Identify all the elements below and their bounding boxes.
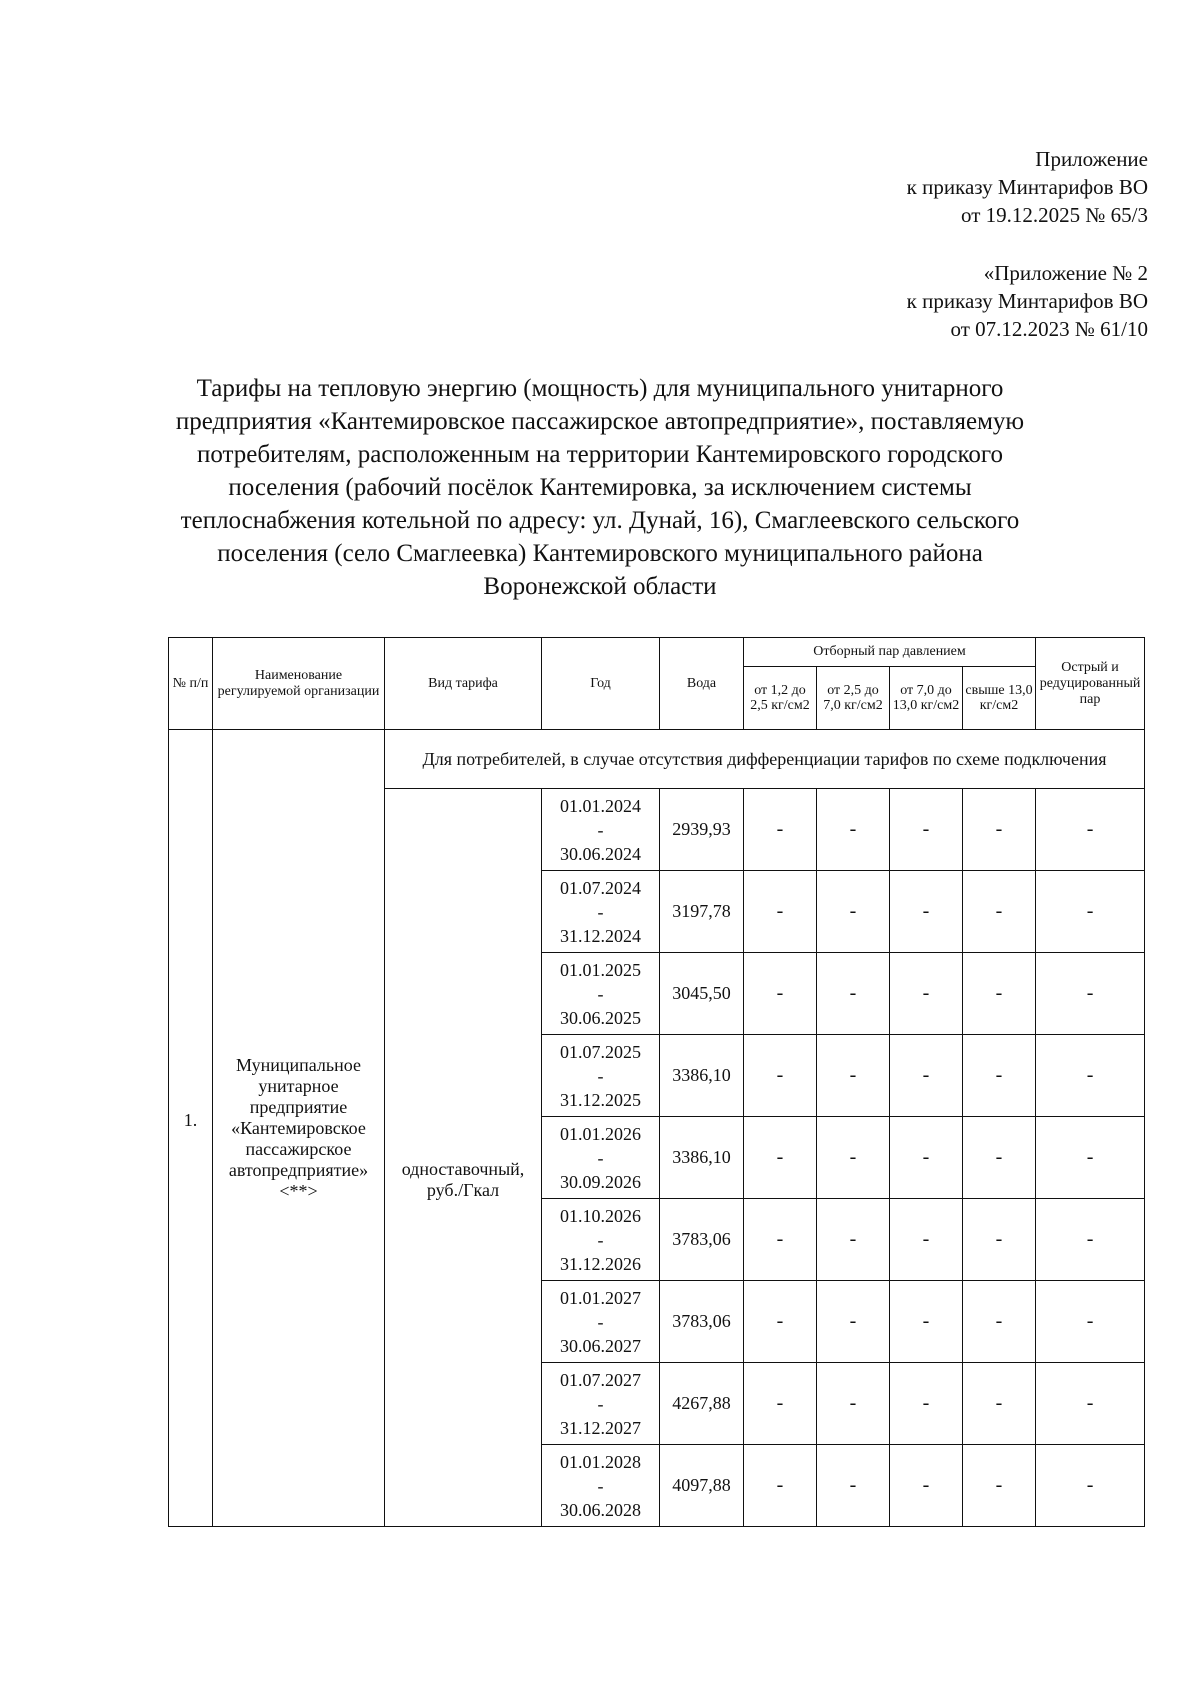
steam-tariff-s2: - [817, 1035, 890, 1117]
original-appendix-order-ref: к приказу Минтарифов ВО [906, 289, 1148, 313]
steam-tariff-s2: - [817, 1445, 890, 1527]
steam-tariff-s3: - [890, 953, 963, 1035]
sharp-steam-tariff: - [1036, 789, 1145, 871]
title-line: поселения (село Смаглеевка) Кантемировского муниципального района [217, 540, 983, 567]
period-cell [542, 953, 660, 1035]
document-title [130, 372, 1070, 603]
period-cell [542, 1445, 660, 1527]
period-sep: - [597, 1065, 604, 1086]
period-cell [542, 1199, 660, 1281]
water-tariff: 3783,06 [660, 1199, 744, 1281]
title-line: предприятия «Кантемировское пассажирское автопредприятие», поставляемую [175, 408, 1025, 435]
steam-tariff-s2: - [817, 789, 890, 871]
steam-tariff-s1: - [744, 1363, 817, 1445]
period-end: 30.06.2024 [560, 843, 641, 864]
steam-tariff-s2: - [817, 871, 890, 953]
period-cell [542, 1035, 660, 1117]
header-steam-over-13-0: свыше 13,0 кг/см2 [963, 667, 1036, 730]
steam-tariff-s2: - [817, 953, 890, 1035]
steam-tariff-s4: - [963, 1199, 1036, 1281]
water-tariff: 3783,06 [660, 1281, 744, 1363]
period-sep: - [597, 1311, 604, 1332]
sharp-steam-tariff: - [1036, 871, 1145, 953]
water-tariff: 3045,50 [660, 953, 744, 1035]
header-water: Вода [660, 638, 744, 730]
period-sep: - [597, 1147, 604, 1168]
period-end: 30.06.2028 [560, 1499, 641, 1520]
tariff-kind: одноставочный, руб./Гкал [385, 789, 542, 1527]
appendix-order-ref: к приказу Минтарифов ВО [906, 175, 1148, 199]
sharp-steam-tariff: - [1036, 1281, 1145, 1363]
steam-tariff-s4: - [963, 1117, 1036, 1199]
appendix-order-date: от 19.12.2025 № 65/3 [960, 203, 1148, 227]
steam-tariff-s1: - [744, 871, 817, 953]
sharp-steam-tariff: - [1036, 953, 1145, 1035]
steam-tariff-s1: - [744, 953, 817, 1035]
sharp-steam-tariff: - [1036, 1035, 1145, 1117]
steam-tariff-s4: - [963, 1363, 1036, 1445]
period-end: 30.06.2025 [560, 1007, 641, 1028]
organization-name: Муниципальное унитарное предприятие «Кантемировское пассажирское автопредприятие» <**> [213, 730, 385, 1527]
header-tariff-kind: Вид тарифа [385, 638, 542, 730]
title-line: потребителям, расположенным на территории Кантемировского городского [196, 441, 1004, 468]
period-cell [542, 789, 660, 871]
period-end: 31.12.2024 [560, 925, 641, 946]
water-tariff: 3197,78 [660, 871, 744, 953]
water-tariff: 3386,10 [660, 1117, 744, 1199]
steam-tariff-s4: - [963, 871, 1036, 953]
steam-tariff-s2: - [817, 1363, 890, 1445]
steam-tariff-s1: - [744, 1117, 817, 1199]
period-start: 01.10.2026 [560, 1205, 641, 1226]
period-cell [542, 1117, 660, 1199]
water-tariff: 3386,10 [660, 1035, 744, 1117]
steam-tariff-s1: - [744, 789, 817, 871]
period-sep: - [597, 1393, 604, 1414]
title-line: теплоснабжения котельной по адресу: ул. Дунай, 16), Смаглеевского сельского [180, 507, 1020, 534]
period-start: 01.07.2025 [560, 1041, 641, 1062]
steam-tariff-s4: - [963, 1035, 1036, 1117]
steam-tariff-s3: - [890, 1445, 963, 1527]
header-sharp-steam: Острый и редуцированный пар [1036, 638, 1145, 730]
header-organization: Наименование регулируемой организации [213, 638, 385, 730]
header-steam-2-5-to-7-0: от 2,5 до 7,0 кг/см2 [817, 667, 890, 730]
appendix-label: Приложение [1035, 147, 1148, 171]
period-start: 01.01.2024 [560, 795, 641, 816]
period-sep: - [597, 983, 604, 1004]
sharp-steam-tariff: - [1036, 1363, 1145, 1445]
period-start: 01.01.2028 [560, 1451, 641, 1472]
row-number: 1. [169, 730, 213, 1527]
period-sep: - [597, 1475, 604, 1496]
period-sep: - [597, 901, 604, 922]
steam-tariff-s3: - [890, 871, 963, 953]
period-start: 01.01.2025 [560, 959, 641, 980]
header-steam-7-0-to-13-0: от 7,0 до 13,0 кг/см2 [890, 667, 963, 730]
water-tariff: 2939,93 [660, 789, 744, 871]
original-appendix-order-date: от 07.12.2023 № 61/10 [950, 317, 1148, 341]
steam-tariff-s3: - [890, 1199, 963, 1281]
steam-tariff-s1: - [744, 1035, 817, 1117]
title-line: поселения (рабочий посёлок Кантемировка, за исключением системы [228, 474, 972, 501]
header-year: Год [542, 638, 660, 730]
appendix-header [907, 145, 1148, 229]
title-line: Тарифы на тепловую энергию (мощность) для муниципального унитарного [196, 375, 1004, 402]
period-start: 01.01.2027 [560, 1287, 641, 1308]
steam-tariff-s2: - [817, 1117, 890, 1199]
steam-tariff-s2: - [817, 1281, 890, 1363]
header-steam-1-2-to-2-5: от 1,2 до 2,5 кг/см2 [744, 667, 817, 730]
water-tariff: 4097,88 [660, 1445, 744, 1527]
period-sep: - [597, 819, 604, 840]
original-appendix-label: «Приложение № 2 [983, 261, 1148, 285]
original-appendix-header [907, 259, 1148, 343]
period-end: 31.12.2026 [560, 1253, 641, 1274]
merged-consumer-note: Для потребителей, в случае отсутствия дифференциации тарифов по схеме подключения [385, 730, 1145, 789]
steam-tariff-s3: - [890, 789, 963, 871]
tariff-table [168, 637, 1145, 1527]
water-tariff: 4267,88 [660, 1363, 744, 1445]
header-number: № п/п [169, 638, 213, 730]
period-start: 01.07.2024 [560, 877, 641, 898]
period-cell [542, 1281, 660, 1363]
period-end: 30.09.2026 [560, 1171, 641, 1192]
period-sep: - [597, 1229, 604, 1250]
sharp-steam-tariff: - [1036, 1117, 1145, 1199]
header-extraction-steam: Отборный пар давлением [744, 638, 1036, 667]
steam-tariff-s3: - [890, 1281, 963, 1363]
steam-tariff-s3: - [890, 1117, 963, 1199]
period-cell [542, 1363, 660, 1445]
steam-tariff-s4: - [963, 789, 1036, 871]
steam-tariff-s1: - [744, 1281, 817, 1363]
title-line: Воронежской области [483, 573, 717, 600]
steam-tariff-s4: - [963, 1445, 1036, 1527]
steam-tariff-s1: - [744, 1445, 817, 1527]
steam-tariff-s2: - [817, 1199, 890, 1281]
period-start: 01.01.2026 [560, 1123, 641, 1144]
period-end: 30.06.2027 [560, 1335, 641, 1356]
sharp-steam-tariff: - [1036, 1445, 1145, 1527]
steam-tariff-s1: - [744, 1199, 817, 1281]
period-end: 31.12.2027 [560, 1417, 641, 1438]
steam-tariff-s3: - [890, 1363, 963, 1445]
steam-tariff-s4: - [963, 1281, 1036, 1363]
period-start: 01.07.2027 [560, 1369, 641, 1390]
period-end: 31.12.2025 [560, 1089, 641, 1110]
steam-tariff-s3: - [890, 1035, 963, 1117]
steam-tariff-s4: - [963, 953, 1036, 1035]
period-cell [542, 871, 660, 953]
sharp-steam-tariff: - [1036, 1199, 1145, 1281]
